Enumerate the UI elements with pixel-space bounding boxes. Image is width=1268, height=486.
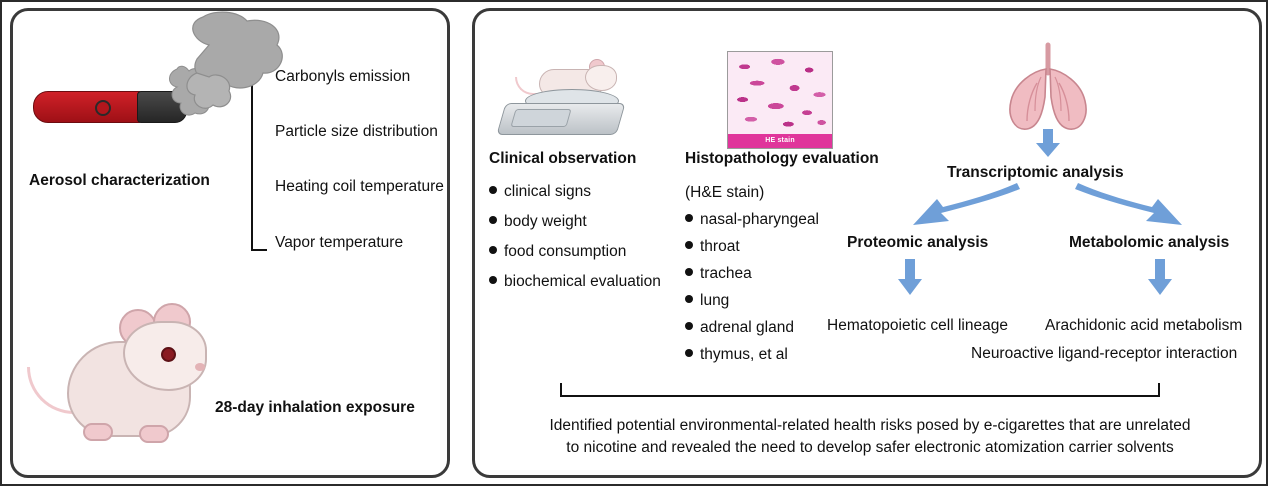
metabolomic-result-0: Arachidonic acid metabolism [1045, 317, 1243, 334]
ecig-button-icon [95, 100, 111, 116]
proteomic-analysis-label: Proteomic analysis [847, 234, 989, 251]
inhalation-exposure-label: 28-day inhalation exposure [215, 399, 415, 416]
histopathology-item-0-label: nasal-pharyngeal [700, 211, 819, 228]
ecig-body [33, 91, 143, 123]
conclusion-line-1: to nicotine and revealed the need to develop safer electronic atomization carrier solvents [566, 439, 1174, 457]
balance-display [510, 109, 571, 127]
clinical-item-0 [489, 183, 591, 201]
metabolomic-analysis-label: Metabolomic analysis [1069, 234, 1230, 251]
clinical-item-2 [489, 243, 626, 261]
bracket-item-vapor-temperature: Vapor temperature [275, 234, 404, 251]
bullet-dot-icon [685, 214, 693, 222]
bullet-dot-icon [489, 246, 497, 254]
histopathology-item-1 [685, 238, 740, 256]
lungs-icon [993, 39, 1103, 139]
aerosol-characterization-label: Aerosol characterization [29, 172, 210, 189]
balance-mouse-head [585, 65, 617, 91]
histopathology-item-4 [685, 319, 794, 337]
histopathology-item-5-label: thymus, et al [700, 346, 788, 363]
bullet-dot-icon [685, 241, 693, 249]
bullet-dot-icon [489, 276, 497, 284]
histopathology-item-2-label: trachea [700, 265, 752, 282]
conclusion-line-0: Identified potential environmental-related health risks posed by e-cigarettes that are unrelated [549, 417, 1191, 434]
proteomic-result-label: Hematopoietic cell lineage [827, 317, 1008, 334]
histopathology-item-3-label: lung [700, 292, 730, 309]
bullet-dot-icon [489, 186, 497, 194]
histopathology-heading: Histopathology evaluation [685, 150, 879, 167]
rat-illustration [27, 279, 237, 459]
metabolomic-result-1: Neuroactive ligand-receptor interaction [971, 345, 1238, 362]
bracket-item-particle-size: Particle size distribution [275, 123, 438, 140]
histopathology-item-1-label: throat [700, 238, 740, 255]
histopathology-item-3 [685, 292, 729, 310]
rat-foot-front [139, 425, 169, 443]
histopathology-item-4-label: adrenal gland [700, 319, 794, 336]
histology-tissue [728, 52, 832, 134]
clinical-item-1 [489, 213, 587, 231]
clinical-item-0-label: clinical signs [504, 183, 592, 200]
histopathology-item-5 [685, 346, 788, 364]
clinical-item-1-label: body weight [504, 213, 587, 230]
bracket-item-coil-temperature: Heating coil temperature [275, 178, 444, 195]
rat-exhaled-smoke-icon [163, 11, 293, 121]
clinical-item-3 [489, 273, 661, 291]
bracket-item-carbonyls: Carbonyls emission [275, 68, 411, 85]
histology-micrograph [727, 51, 833, 149]
bullet-dot-icon [685, 295, 693, 303]
left-panel [10, 8, 450, 478]
bullet-dot-icon [685, 322, 693, 330]
conclusion-text [505, 415, 1235, 460]
histopathology-item-2 [685, 265, 752, 283]
bullet-dot-icon [685, 349, 693, 357]
transcriptomic-analysis-label: Transcriptomic analysis [947, 164, 1124, 181]
histopathology-item-0 [685, 211, 819, 229]
histopathology-subheading: (H&E stain) [685, 184, 765, 201]
clinical-item-3-label: biochemical evaluation [504, 273, 661, 290]
conclusion-bracket [560, 383, 1160, 397]
clinical-observation-heading: Clinical observation [489, 150, 637, 167]
histology-caption: HE stain [728, 134, 832, 148]
right-panel [472, 8, 1262, 478]
clinical-item-2-label: food consumption [504, 243, 627, 260]
rat-eye [161, 347, 176, 362]
bullet-dot-icon [489, 216, 497, 224]
balance-scale-illustration [497, 51, 647, 141]
rat-foot-rear [83, 423, 113, 441]
bullet-dot-icon [685, 268, 693, 276]
rat-nose [195, 363, 205, 371]
